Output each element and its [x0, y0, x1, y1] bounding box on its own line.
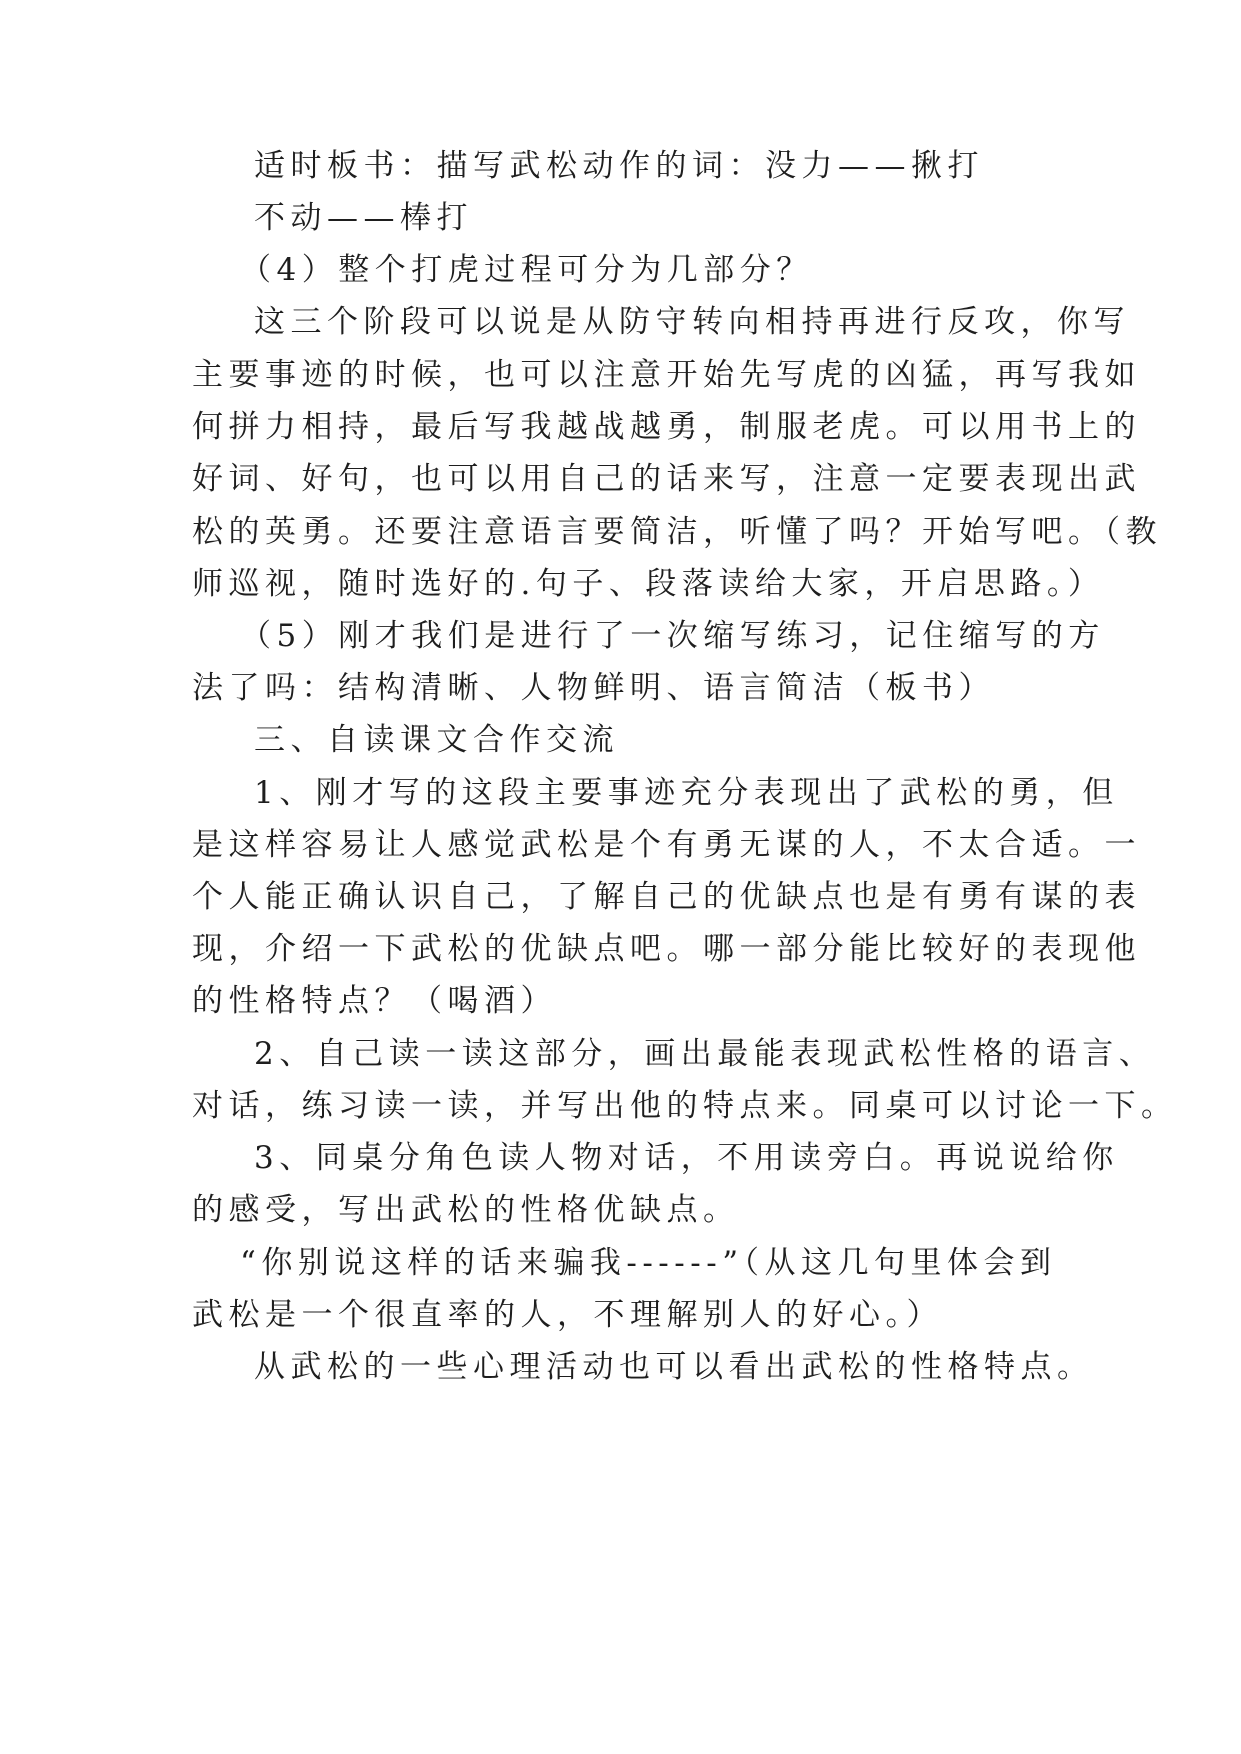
- text-line: 好词、好句，也可以用自己的话来写，注意一定要表现出武: [192, 461, 1141, 497]
- text-line: （5）刚才我们是进行了一次缩写练习，记住缩写的方: [240, 618, 1105, 654]
- text-line: 武松是一个很直率的人，不理解别人的好心。）: [192, 1297, 943, 1333]
- quote-line: “你别说这样的话来骗我------”（从这几句里体会到: [240, 1245, 1057, 1281]
- text-line: 法了吗：结构清晰、人物鲜明、语言简洁（板书）: [192, 670, 995, 706]
- text-line: 的感受，写出武松的性格优缺点。: [192, 1192, 740, 1228]
- text-line: 师巡视，随时选好的.句子、段落读给大家，开启思路。）: [192, 566, 1105, 602]
- text-line: 2、自己读一读这部分，画出最能表现武松性格的语言、: [254, 1036, 1156, 1072]
- text-line: 主要事迹的时候，也可以注意开始先写虎的凶猛，再写我如: [192, 357, 1141, 393]
- section-heading: 三、自读课文合作交流: [254, 722, 619, 758]
- text-line: 适时板书：描写武松动作的词：没力——揪打: [254, 148, 984, 184]
- text-line: 个人能正确认识自己，了解自己的优缺点也是有勇有谋的表: [192, 879, 1141, 915]
- text-line: 不动——棒打: [254, 200, 473, 236]
- text-line: 是这样容易让人感觉武松是个有勇无谋的人，不太合适。一: [192, 827, 1141, 863]
- text-line: （4）整个打虎过程可分为几部分？: [240, 252, 813, 288]
- text-line: 何拼力相持，最后写我越战越勇，制服老虎。可以用书上的: [192, 409, 1141, 445]
- text-line: 对话，练习读一读，并写出他的特点来。同桌可以讨论一下。: [192, 1088, 1178, 1124]
- text-line: 3、同桌分角色读人物对话，不用读旁白。再说说给你: [254, 1140, 1119, 1176]
- text-line: 现，介绍一下武松的优缺点吧。哪一部分能比较好的表现他: [192, 931, 1141, 967]
- text-line: 这三个阶段可以说是从防守转向相持再进行反攻，你写: [254, 304, 1130, 340]
- text-line: 1、刚才写的这段主要事迹充分表现出了武松的勇，但: [254, 775, 1119, 811]
- text-line: 松的英勇。还要注意语言要简洁，听懂了吗？开始写吧。（教: [192, 514, 1162, 550]
- text-line: 的性格特点？（喝酒）: [192, 983, 557, 1019]
- text-line: 从武松的一些心理活动也可以看出武松的性格特点。: [254, 1349, 1094, 1385]
